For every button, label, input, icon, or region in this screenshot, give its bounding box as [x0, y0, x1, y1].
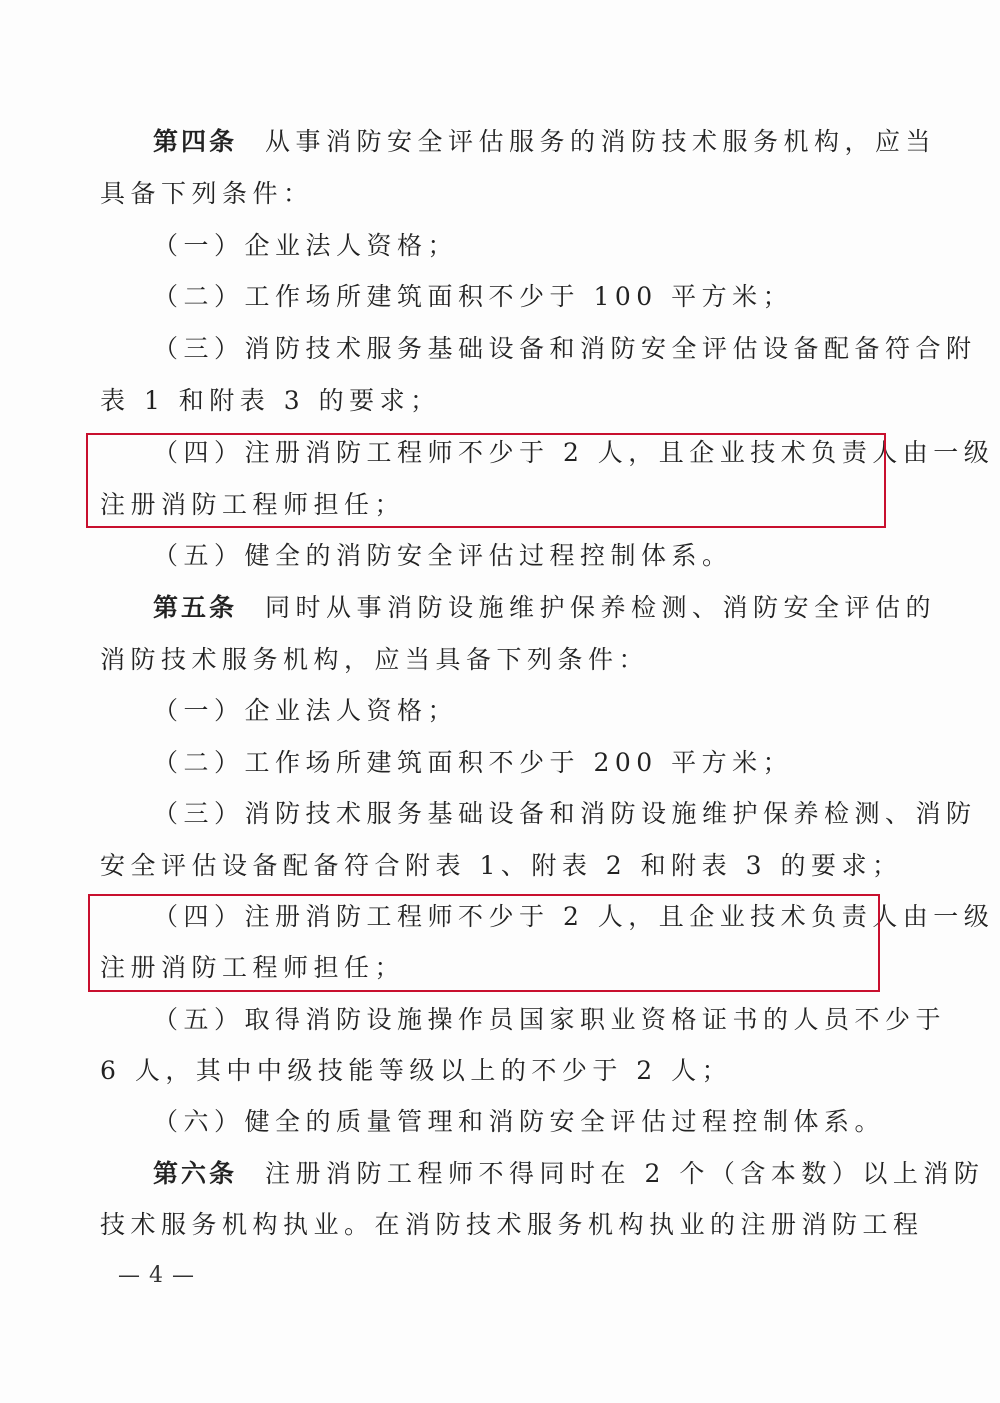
article-5-item-4: （四）注册消防工程师不少于 2 人，且企业技术负责人由一级	[153, 902, 995, 931]
article-4-item-3: （三）消防技术服务基础设备和消防安全评估设备配备符合附	[153, 334, 977, 363]
article-4-item-4: （四）注册消防工程师不少于 2 人，且企业技术负责人由一级	[153, 438, 995, 467]
article-5-item-5: （五）取得消防设施操作员国家职业资格证书的人员不少于	[153, 1005, 947, 1034]
article-4-item-2: （二）工作场所建筑面积不少于 100 平方米；	[153, 282, 794, 311]
article-5-item-1: （一）企业法人资格；	[153, 696, 459, 725]
article-5-item-3-cont: 安全评估设备配备符合附表 1、附表 2 和附表 3 的要求；	[100, 851, 903, 880]
article-4-item-3-cont: 表 1 和附表 3 的要求；	[100, 386, 441, 415]
article-6-label: 第六条	[153, 1159, 238, 1188]
article-6-first-line	[153, 1154, 985, 1194]
highlight-box-article-5-item-4	[88, 894, 995, 992]
article-4-item-4-cont: 注册消防工程师担任；	[100, 490, 406, 519]
highlight-box-article-4-item-4	[86, 433, 995, 528]
article-4-intro: 从事消防安全评估服务的消防技术服务机构，应当	[265, 127, 937, 156]
article-5-item-4-cont: 注册消防工程师担任；	[100, 953, 406, 982]
article-4-label: 第四条	[153, 127, 238, 156]
article-5-item-5-cont: 6 人，其中中级技能等级以上的不少于 2 人；	[100, 1056, 733, 1085]
article-5-label: 第五条	[153, 593, 238, 622]
article-5-intro: 同时从事消防设施维护保养检测、消防安全评估的	[265, 593, 937, 622]
article-5-first-line	[153, 588, 937, 628]
article-5-item-3: （三）消防技术服务基础设备和消防设施维护保养检测、消防	[153, 799, 977, 828]
article-5-intro-cont: 消防技术服务机构，应当具备下列条件：	[100, 645, 650, 674]
article-4-item-1: （一）企业法人资格；	[153, 231, 459, 260]
article-4-first-line	[153, 122, 937, 162]
article-4-intro-cont: 具备下列条件：	[100, 179, 314, 208]
article-5-item-2: （二）工作场所建筑面积不少于 200 平方米；	[153, 748, 794, 777]
article-4-item-5: （五）健全的消防安全评估过程控制体系。	[153, 541, 733, 570]
article-5-item-6: （六）健全的质量管理和消防安全评估过程控制体系。	[153, 1107, 886, 1136]
article-6-text: 注册消防工程师不得同时在 2 个（含本数）以上消防	[265, 1159, 985, 1188]
article-6-text-cont: 技术服务机构执业。在消防技术服务机构执业的注册消防工程	[100, 1210, 924, 1239]
page-number: — 4 —	[118, 1263, 195, 1288]
